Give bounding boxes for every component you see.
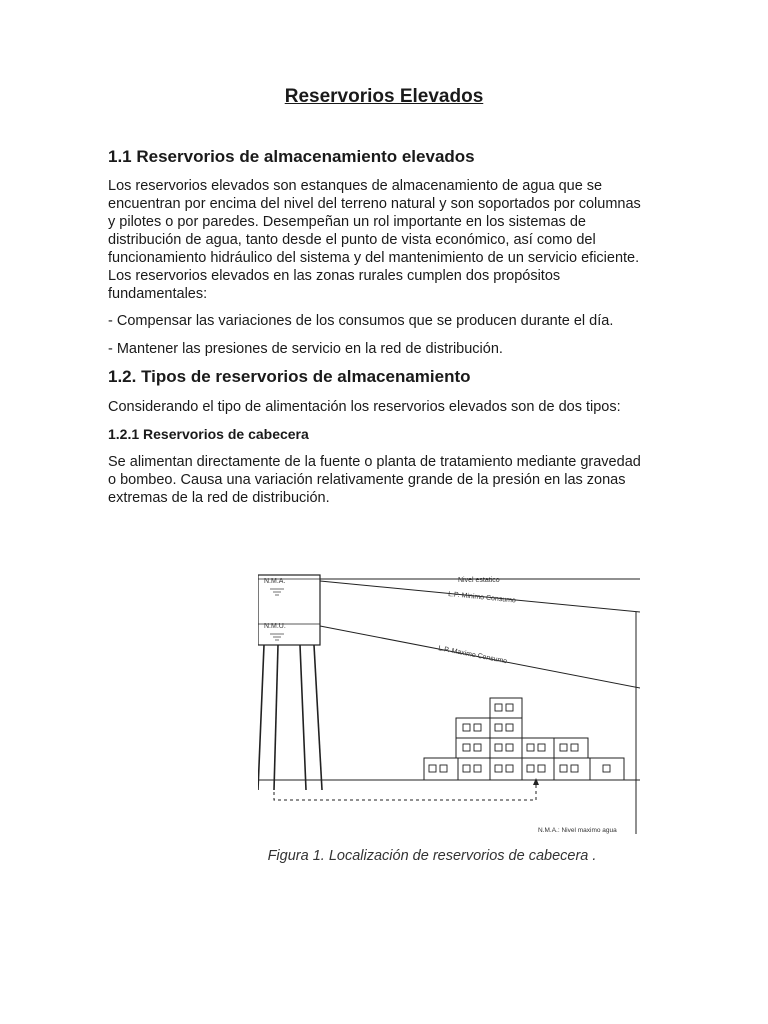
subsection-heading-1-2-1: 1.2.1 Reservorios de cabecera	[108, 426, 309, 442]
arrow-up-icon	[533, 778, 539, 785]
section-1-1-paragraph: Los reservorios elevados son estanques de almacenamiento de agua que se encuentran por encima del nivel del terreno natural y son soportados por columnas y pilotes o por paredes. Desempeñan un rol importante en los sistemas de distribución de agua, tanto desde el punto de vista económico, así como del funcionamiento hidráulico del sistema y del mantenimiento de un servicio eficiente. Los reservorios elevados en las zonas rurales cumplen dos propósitos fundamentales:	[108, 178, 641, 302]
label-static-level: Nivel estatico	[458, 577, 500, 584]
label-nmu: N.M.U.	[264, 623, 286, 630]
figure-reservoir-diagram	[258, 572, 640, 834]
label-max-consumption: L.P. Maximo Consumo	[437, 645, 508, 666]
legend-nma: N.M.A.: Nivel maximo agua	[538, 827, 617, 834]
supply-pipe-dashed	[274, 780, 536, 800]
section-heading-1-2: 1.2. Tipos de reservorios de almacenamiento	[108, 367, 471, 386]
label-min-consumption: L.P. Minimo Consumo	[447, 591, 517, 605]
page-title: Reservorios Elevados	[284, 86, 484, 107]
buildings	[424, 698, 624, 780]
bullet-compensar: - Compensar las variaciones de los consumos que se producen durante el día.	[108, 313, 614, 329]
section-1-2-paragraph: Considerando el tipo de alimentación los reservorios elevados son de dos tipos:	[108, 399, 621, 415]
figure-caption: Figura 1. Localización de reservorios de cabecera .	[267, 848, 597, 864]
tank-legs	[258, 645, 322, 790]
label-nma: N.M.A.	[264, 578, 286, 585]
tank	[258, 575, 320, 645]
subsection-1-2-1-paragraph: Se alimentan directamente de la fuente o planta de tratamiento mediante gravedad o bombeo. Causa una variación relativamente grande de la presión en las zonas extremas de la red de distribución.	[108, 454, 641, 506]
section-heading-1-1: 1.1 Reservorios de almacenamiento elevados	[108, 147, 475, 166]
water-level-symbol	[270, 589, 284, 640]
bullet-mantener: - Mantener las presiones de servicio en la red de distribución.	[108, 341, 503, 357]
